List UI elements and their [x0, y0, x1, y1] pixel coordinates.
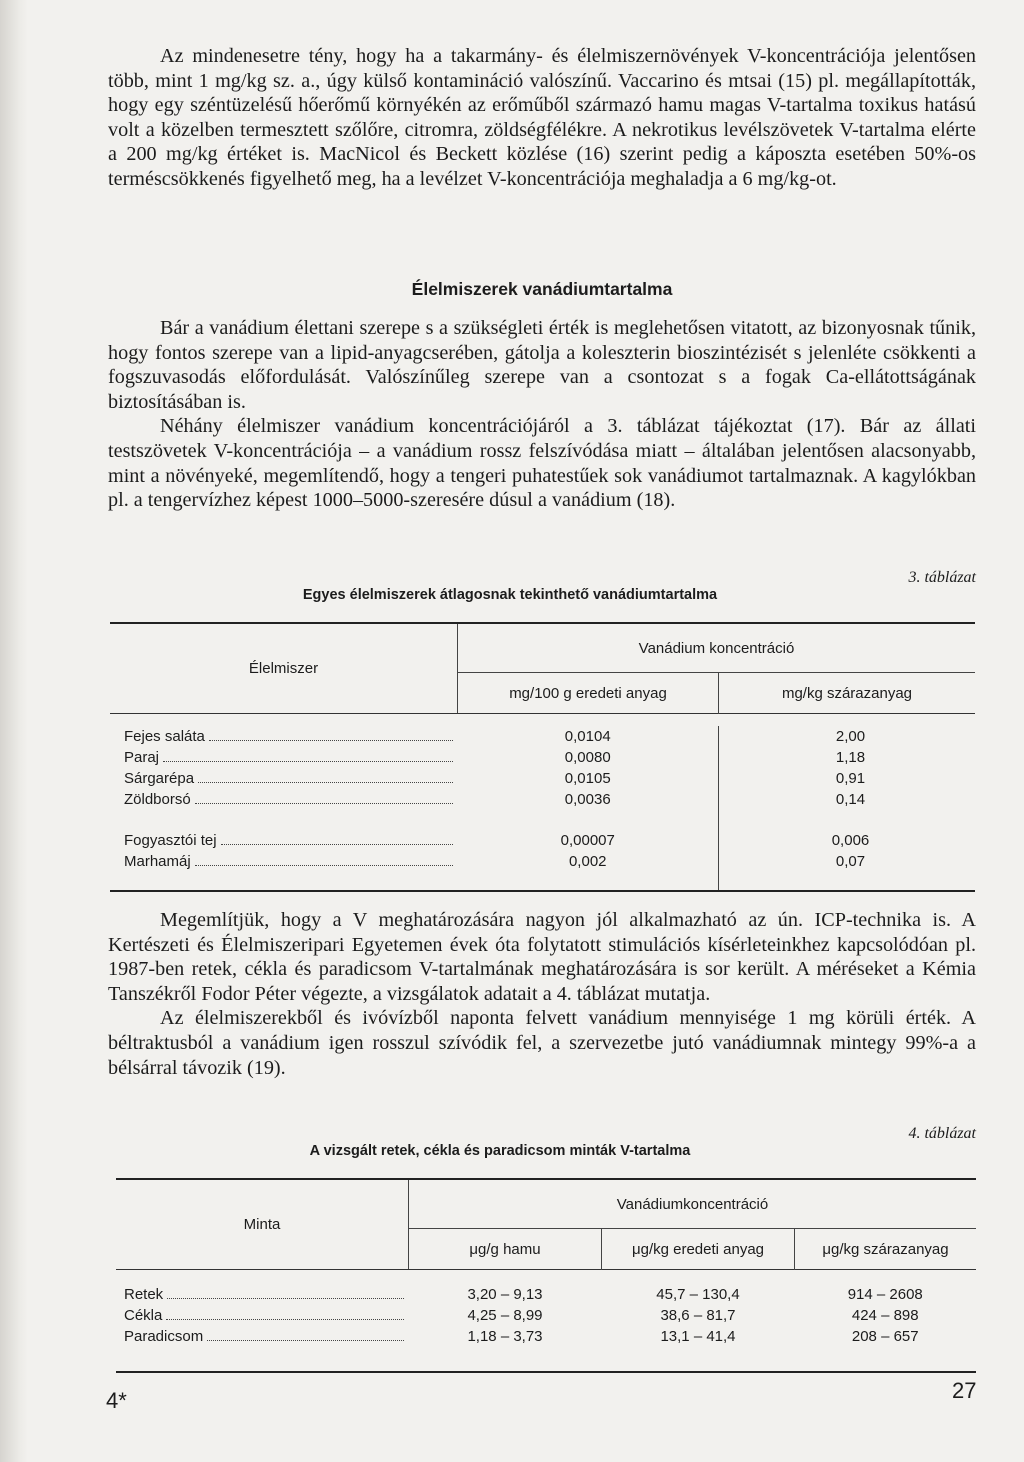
table-number: 3. táblázat: [908, 569, 976, 586]
column-header: Élelmiszer: [110, 623, 458, 714]
paragraph-contamination: [108, 44, 976, 192]
table-3-number-block: [108, 569, 976, 587]
body-paragraph: Bár a vanádium élettani szerepe s a szükségleti érték is meglehetősen vitatott, az bizonyosnak tűnik, hogy fontos szerepe van a lipid-anyagcserében, gátolja a koleszterin bioszintézisét s jelenléte csökkenti a fogszuvasodás előfordulását. Valószínűleg szerepe van a csontozat s a fogak Ca-ellátottságának biztosításában is.: [108, 317, 976, 413]
section-heading-block: [108, 279, 976, 300]
cell-value: 0,07: [835, 853, 866, 870]
paragraph-icp: [108, 908, 976, 1080]
cell-value: 4,25 – 8,99: [467, 1307, 543, 1324]
table-caption: A vizsgált retek, cékla és paradicsom minták V-tartalma: [309, 1143, 691, 1159]
row-label: Fogyasztói tej: [124, 832, 217, 849]
table-row: [110, 726, 975, 747]
table-row: [110, 789, 975, 810]
vanadium-food-table: [110, 622, 975, 892]
cell-value: 0,0036: [458, 789, 719, 810]
cell-value: 914 – 2608: [847, 1286, 923, 1303]
column-header: μg/g hamu: [409, 1229, 602, 1270]
row-label: Zöldborsó: [124, 791, 191, 808]
cell-value: 45,7 – 130,4: [656, 1286, 740, 1303]
table-row: [116, 1305, 976, 1326]
cell-value: 0,0105: [458, 768, 719, 789]
body-paragraph: Néhány élelmiszer vanádium koncentrációjáról a 3. táblázat tájékoztat (17). Bár az állati testszövetek V-koncentrációja – a vanádium rossz felszívódása miatt – általában jelentősen alacsonyabb, mint a növényeké, megemlítendő, hogy a tengeri puhatestűek sok vanádiumot tartalmaznak. A kagylókban pl. a tengervízhez képest 1000–5000-szeresére dúsul a vanádium (18).: [108, 415, 976, 512]
column-group-header: Vanádium koncentráció: [458, 623, 976, 673]
section-title: Élelmiszerek vanádiumtartalma: [411, 279, 673, 299]
cell-value: 3,20 – 9,13: [467, 1286, 543, 1303]
cell-value: 1,18: [835, 749, 866, 766]
cell-value: 0,00007: [458, 830, 719, 851]
table-number: 4. táblázat: [908, 1125, 976, 1142]
cell-value: 0,006: [831, 832, 870, 849]
paragraph-physiology: [108, 316, 976, 513]
table-row: [116, 1326, 976, 1347]
body-paragraph: Az mindenesetre tény, hogy ha a takarmány- és élelmiszernövények V-koncentrációja jelentősen több, mint 1 mg/kg sz. a., úgy külső kontamináció valószínű. Vaccarino és mtsai (15) pl. megállapították, hogy egy széntüzelésű hőerőmű környékén az erőműből származó hamu magas V-tartalma toxikus hatású volt a közelben termesztett szőlőre, citromra, zöldségfélékre. A nekrotikus levélszövetek V-tartalma elérte a 200 mg/kg értéket is. MacNicol és Beckett közlése (16) szerint pedig a káposzta esetében 50%-os terméscsökkenés figyelhető meg, ha a levélzet V-koncentrációja meghaladja a 6 mg/kg-ot.: [108, 45, 976, 190]
table-caption: Egyes élelmiszerek átlagosnak tekinthető vanádiumtartalma: [302, 587, 718, 603]
column-header: Minta: [116, 1179, 409, 1270]
column-header: μg/kg szárazanyag: [822, 1240, 949, 1258]
table-3: [110, 622, 975, 892]
cell-value: 0,0080: [458, 747, 719, 768]
table-row: [110, 851, 975, 872]
table-row: [116, 1284, 976, 1305]
table-row: [110, 768, 975, 789]
row-label: Paradicsom: [124, 1328, 204, 1345]
column-header: μg/kg eredeti anyag: [602, 1229, 795, 1270]
table-row: [110, 747, 975, 768]
cell-value: 1,18 – 3,73: [467, 1328, 543, 1345]
row-label: Cékla: [124, 1307, 163, 1324]
cell-value: 424 – 898: [851, 1307, 919, 1324]
table-3-caption-block: [100, 587, 920, 603]
body-paragraph: Az élelmiszerekből és ivóvízből naponta felvett vanádium mennyisége 1 mg körüli érték. A béltraktusból a vanádium igen rosszul szívódik fel, a szervezetbe jutó vanádiumnak mintegy 99%-a a bélsárral távozik (19).: [108, 1007, 976, 1079]
cell-value: 38,6 – 81,7: [660, 1307, 736, 1324]
row-label: Paraj: [124, 749, 160, 766]
cell-value: 2,00: [835, 728, 866, 745]
column-group-header: Vanádiumkoncentráció: [409, 1179, 977, 1229]
cell-value: 0,002: [458, 851, 719, 872]
cell-value: 0,91: [835, 770, 866, 787]
column-header: mg/100 g eredeti anyag: [458, 673, 719, 714]
row-label: Fejes saláta: [124, 728, 205, 745]
vanadium-sample-table: [116, 1178, 976, 1373]
cell-value: 13,1 – 41,4: [660, 1328, 736, 1345]
signature-mark: 4*: [106, 1388, 127, 1413]
row-label: Marhamáj: [124, 853, 191, 870]
table-4-caption-block: [100, 1143, 900, 1159]
cell-value: 208 – 657: [851, 1328, 919, 1345]
table-4-number-block: [108, 1125, 976, 1143]
page-number: 27: [952, 1378, 977, 1403]
row-label: Retek: [124, 1286, 164, 1303]
column-header: mg/kg szárazanyag: [781, 684, 913, 702]
cell-value: 0,14: [835, 791, 866, 808]
row-label: Sárgarépa: [124, 770, 195, 787]
body-paragraph: Megemlítjük, hogy a V meghatározására nagyon jól alkalmazható az ún. ICP-technika is. A Kertészeti és Élelmiszeripari Egyetemen évek óta folytatott stimulációs kísérleteinkhez kapcsolódóan pl. 1987-ben retek, cékla és paradicsom V-tartalmának meghatározására is sor került. A méréseket a Kémia Tanszékről Fodor Péter végezte, a vizsgálatok adatait a 4. táblázat mutatja.: [108, 909, 976, 1005]
table-4: [116, 1178, 976, 1373]
cell-value: 0,0104: [458, 726, 719, 747]
book-spine-shadow: [0, 0, 28, 1462]
table-row: [110, 830, 975, 851]
